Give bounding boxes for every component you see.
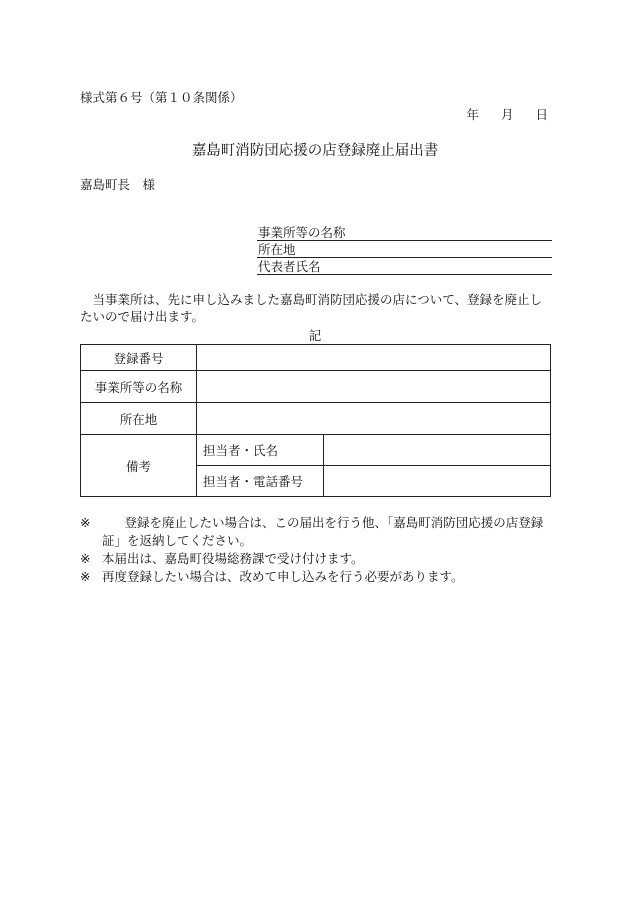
table-row — [81, 345, 551, 371]
day-label: 日 — [535, 107, 548, 122]
note-text: 登録を廃止したい場合は、この届出を行う他、「嘉島町消防団応援の店登録証」を返納してください。 — [102, 515, 544, 548]
month-label: 月 — [500, 107, 514, 122]
remarks-label: 備考 — [81, 435, 197, 497]
note-item — [80, 550, 552, 568]
body-text: 当事業所は、先に申し込みました嘉島町消防団応援の店について、登録を廃止したいので届け出ます。 — [80, 292, 543, 324]
note-item — [80, 568, 552, 586]
date-line — [466, 107, 548, 123]
contact-name-label: 担当者・氏名 — [197, 435, 324, 466]
note-mark: ※ — [80, 569, 91, 584]
note-mark: ※ — [80, 551, 91, 566]
table-row — [81, 403, 551, 435]
registration-number-label: 登録番号 — [81, 345, 197, 371]
addressee: 嘉島町長 様 — [80, 177, 156, 192]
table-row — [81, 435, 551, 466]
address-label: 所在地 — [81, 403, 197, 435]
table-row — [81, 371, 551, 403]
applicant-business-name-field[interactable] — [257, 225, 552, 241]
note-text: 再度登録したい場合は、改めて申し込みを行う必要があります。 — [102, 569, 464, 584]
note-item — [80, 514, 552, 550]
business-name-value[interactable] — [197, 371, 551, 403]
contact-phone-label: 担当者・電話番号 — [197, 466, 324, 497]
business-name-label: 事業所等の名称 — [81, 371, 197, 403]
applicant-representative-field[interactable] — [257, 259, 552, 275]
address-value[interactable] — [197, 403, 551, 435]
contact-name-value[interactable] — [324, 435, 551, 466]
applicant-representative-label: 代表者氏名 — [258, 259, 321, 274]
applicant-business-name-label: 事業所等の名称 — [258, 225, 346, 240]
year-label: 年 — [466, 107, 479, 122]
page-title: 嘉島町消防団応援の店登録廃止届出書 — [191, 143, 439, 159]
contact-phone-value[interactable] — [324, 466, 551, 497]
registration-table — [80, 344, 551, 497]
applicant-address-field[interactable] — [257, 242, 552, 258]
notes — [80, 514, 552, 586]
registration-number-value[interactable] — [197, 345, 551, 371]
ki-heading: 記 — [308, 328, 322, 343]
applicant-address-label: 所在地 — [258, 242, 296, 257]
note-mark: ※ — [80, 515, 91, 530]
note-text: 本届出は、嘉島町役場総務課で受け付けます。 — [102, 551, 364, 566]
form-number: 様式第６号（第１０条関係） — [80, 90, 243, 105]
